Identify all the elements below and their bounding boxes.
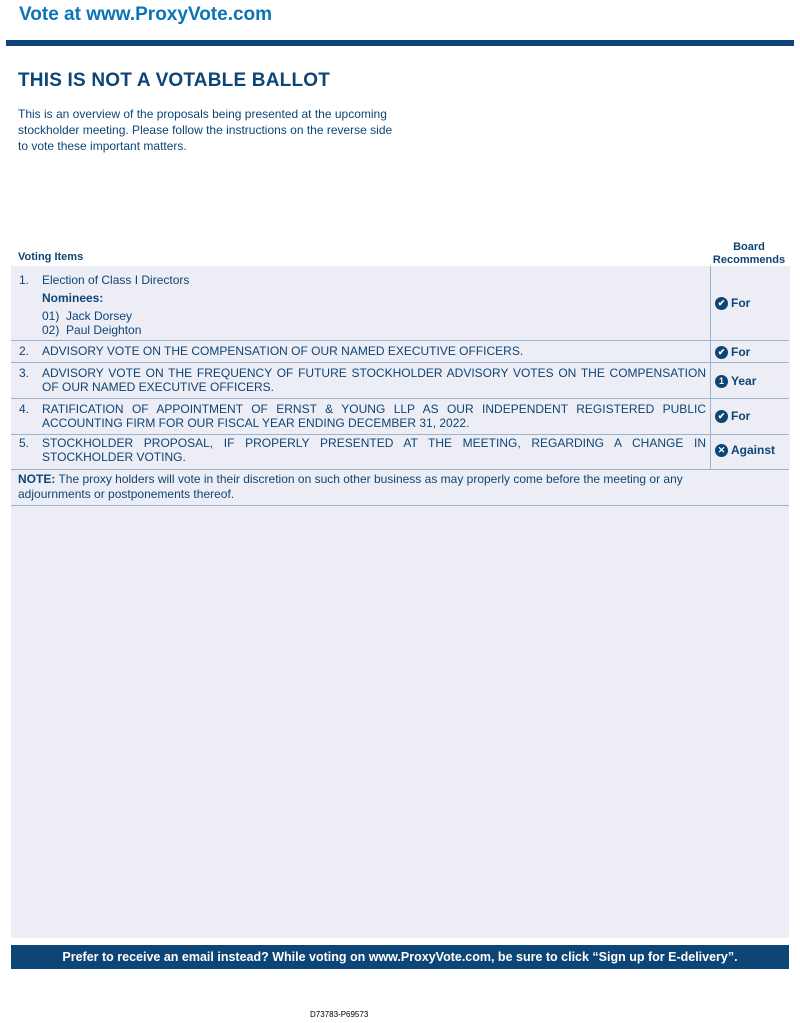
- voting-item-5: [11, 435, 789, 470]
- header-rule: [6, 40, 794, 46]
- recommendation-label: For: [731, 296, 751, 310]
- ballot-title: THIS IS NOT A VOTABLE BALLOT: [18, 70, 331, 91]
- board-label-line1: Board: [733, 241, 765, 253]
- board-recommends-label: [706, 241, 792, 267]
- item-text: [42, 273, 706, 337]
- site-header[interactable]: Vote at www.ProxyVote.com: [19, 4, 273, 25]
- board-recommendation: [710, 399, 790, 434]
- item-text: RATIFICATION OF APPOINTMENT OF ERNST & YOUNG LLP AS OUR INDEPENDENT REGISTERED PUBLIC ACCOUNTING FIRM FOR OUR FISCAL YEAR ENDING DECEMBER 31, 2022.: [42, 402, 706, 430]
- note-text: The proxy holders will vote in their discretion on such other business as may properly come before the meeting or any adjournments or postponements thereof.: [18, 472, 683, 501]
- check-icon: ✔: [715, 297, 728, 310]
- item-number: 2.: [19, 344, 30, 358]
- item-number: 3.: [19, 366, 30, 380]
- item-number: 1.: [19, 273, 30, 287]
- board-recommendation: [710, 266, 790, 340]
- recommendation-label: For: [731, 345, 751, 359]
- voting-item-3: [11, 363, 789, 399]
- note-label: NOTE:: [18, 472, 56, 486]
- ballot-note: [18, 472, 718, 502]
- item-number: 5.: [19, 436, 30, 450]
- e-delivery-banner: [11, 945, 789, 969]
- recommendation-label: Year: [731, 374, 757, 388]
- board-recommendation: [710, 363, 790, 398]
- voting-item-2: [11, 341, 789, 363]
- e-delivery-message: Prefer to receive an email instead? While voting on www.ProxyVote.com, be sure to click “Sign up for E-delivery”.: [62, 950, 738, 964]
- item-number: 4.: [19, 402, 30, 416]
- item-text: STOCKHOLDER PROPOSAL, IF PROPERLY PRESENTED AT THE MEETING, REGARDING A CHANGE IN STOCKHOLDER VOTING.: [42, 436, 706, 464]
- board-recommendation: [710, 341, 790, 362]
- voting-item-1: [11, 266, 789, 341]
- item-title: Election of Class I Directors: [42, 273, 190, 287]
- note-rule: [11, 505, 789, 506]
- board-recommendation: [710, 435, 790, 469]
- recommendation-label: For: [731, 409, 751, 423]
- nominees-label: Nominees:: [42, 291, 104, 305]
- check-icon: ✔: [715, 346, 728, 359]
- check-icon: ✔: [715, 410, 728, 423]
- voting-item-4: [11, 399, 789, 435]
- x-icon: ✕: [715, 444, 728, 457]
- board-label-line2: Recommends: [712, 254, 786, 266]
- one-icon: 1: [715, 375, 728, 388]
- item-text: ADVISORY VOTE ON THE COMPENSATION OF OUR NAMED EXECUTIVE OFFICERS.: [42, 344, 524, 358]
- recommendation-label: Against: [731, 443, 776, 457]
- ballot-intro: This is an overview of the proposals being presented at the upcoming stockholder meeting. Please follow the instructions on the reverse side to vote these important matters.: [18, 107, 393, 153]
- nominee-1: 01) Jack Dorsey: [42, 309, 133, 323]
- nominee-2: 02) Paul Deighton: [42, 323, 142, 337]
- document-code: D73783-P69573: [310, 1010, 369, 1019]
- item-text: ADVISORY VOTE ON THE FREQUENCY OF FUTURE STOCKHOLDER ADVISORY VOTES ON THE COMPENSATION OF OUR NAMED EXECUTIVE OFFICERS.: [42, 366, 706, 394]
- voting-items-label: Voting Items: [18, 251, 84, 263]
